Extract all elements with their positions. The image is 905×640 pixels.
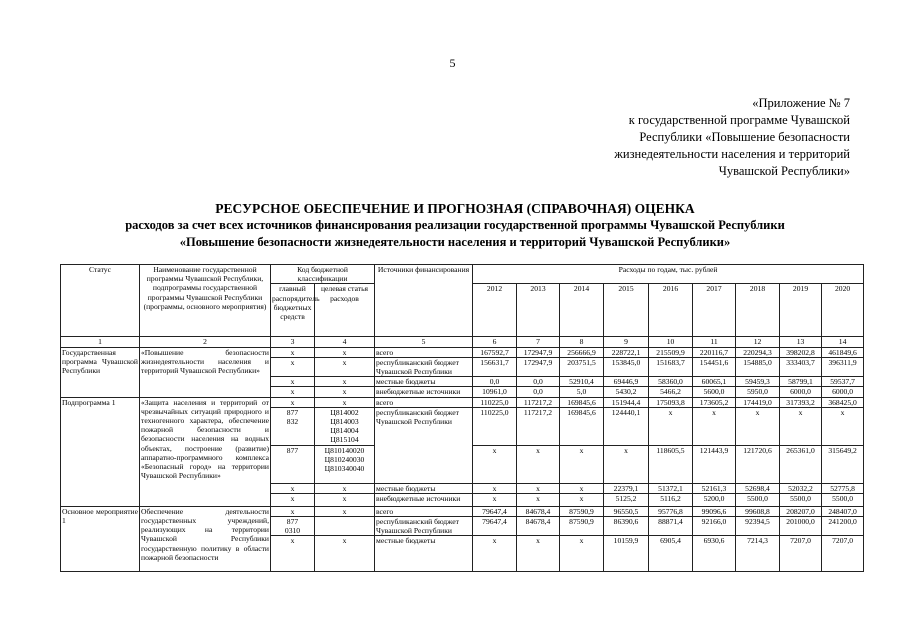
cell-value: 220116,7 — [693, 347, 736, 357]
cell-target — [315, 517, 375, 536]
cell-value: 167592,7 — [473, 347, 517, 357]
program-name-title: «Повышение безопасности жизнедеятельности населения и территорий Чувашской Республики» — [179, 235, 731, 249]
row-name: «Повышение безопасности жизнедеятельности населения и территорий Чувашской Республики» — [140, 347, 271, 397]
cell-value: 333403,7 — [780, 357, 822, 376]
cell-value: x — [560, 493, 604, 506]
cell-grbs: x — [271, 347, 315, 357]
column-number: 2 — [140, 337, 271, 347]
cell-value: 110225,0 — [473, 407, 517, 445]
cell-value: 5430,2 — [604, 387, 649, 397]
header-year: 2014 — [560, 284, 604, 337]
cell-grbs: x — [271, 483, 315, 493]
cell-value: 5500,0 — [780, 493, 822, 506]
cell-grbs: x — [271, 536, 315, 572]
cell-value: 248407,0 — [822, 506, 864, 516]
cell-value: x — [693, 407, 736, 445]
cell-source: всего — [375, 506, 473, 516]
cell-value: x — [473, 536, 517, 572]
cell-target: x — [315, 493, 375, 506]
cell-grbs: x — [271, 357, 315, 376]
cell-value: 0,0 — [517, 387, 560, 397]
cell-value: x — [822, 407, 864, 445]
cell-value: x — [604, 445, 649, 483]
cell-value: 6000,0 — [780, 387, 822, 397]
column-number: 11 — [693, 337, 736, 347]
column-number: 1 — [61, 337, 140, 347]
cell-value: 99608,8 — [736, 506, 780, 516]
column-number-row — [61, 337, 864, 347]
cell-value: x — [560, 445, 604, 483]
cell-value: x — [473, 445, 517, 483]
cell-value: 52032,2 — [780, 483, 822, 493]
cell-value: 92166,0 — [693, 517, 736, 536]
column-number: 6 — [473, 337, 517, 347]
header-target: целевая статья расходов — [315, 284, 375, 337]
cell-value: 6930,6 — [693, 536, 736, 572]
column-number: 3 — [271, 337, 315, 347]
row-status: Подпрограмма 1 — [61, 397, 140, 506]
table-row — [61, 347, 864, 357]
header-expenses: Расходы по годам, тыс. рублей — [473, 265, 864, 284]
cell-value: x — [473, 493, 517, 506]
cell-source: всего — [375, 347, 473, 357]
column-number: 10 — [649, 337, 693, 347]
cell-value: 203751,5 — [560, 357, 604, 376]
cell-value: 79647,4 — [473, 517, 517, 536]
cell-target: x — [315, 397, 375, 407]
cell-value: 121720,6 — [736, 445, 780, 483]
cell-source: республиканский бюджет Чувашской Республики — [375, 407, 473, 483]
cell-value: 5500,0 — [822, 493, 864, 506]
header-row — [61, 265, 864, 284]
header-year: 2017 — [693, 284, 736, 337]
cell-value: 368425,0 — [822, 397, 864, 407]
header-budget-code: Код бюджетной классификации — [271, 265, 375, 284]
header-sources: Источники финансирования — [375, 265, 473, 337]
cell-value: 95776,8 — [649, 506, 693, 516]
cell-value: 0,0 — [517, 377, 560, 387]
column-number: 13 — [780, 337, 822, 347]
cell-value: 58799,1 — [780, 377, 822, 387]
cell-value: 88871,4 — [649, 517, 693, 536]
header-year: 2018 — [736, 284, 780, 337]
row-name: Обеспечение деятельности государственных учреждений, реализующих на территории Чувашской Республики государственную политику в области пожарной безопасности — [140, 506, 271, 572]
document-subtitle: расходов за счет всех источников финансирования реализации государственной программы Чувашской Республики — [125, 218, 785, 232]
column-number: 9 — [604, 337, 649, 347]
cell-value: x — [560, 483, 604, 493]
cell-value: x — [473, 483, 517, 493]
table-body — [61, 265, 864, 572]
cell-grbs: x — [271, 397, 315, 407]
appendix-line: «Приложение № 7 — [752, 96, 850, 110]
cell-source: внебюджетные источники — [375, 493, 473, 506]
row-status: Основное мероприятие 1 — [61, 506, 140, 572]
cell-grbs: x — [271, 506, 315, 516]
appendix-caption — [560, 95, 850, 180]
cell-value: 124440,1 — [604, 407, 649, 445]
cell-value: 52775,8 — [822, 483, 864, 493]
cell-value: 92394,5 — [736, 517, 780, 536]
cell-value: 215509,9 — [649, 347, 693, 357]
cell-grbs: 877 0310 — [271, 517, 315, 536]
appendix-line: Чувашской Республики» — [718, 164, 850, 178]
cell-source: местные бюджеты — [375, 483, 473, 493]
cell-value: 7214,3 — [736, 536, 780, 572]
cell-value: 5,0 — [560, 387, 604, 397]
cell-value: x — [649, 407, 693, 445]
cell-value: 156631,7 — [473, 357, 517, 376]
cell-grbs: x — [271, 387, 315, 397]
cell-value: 51372,1 — [649, 483, 693, 493]
cell-value: 5950,0 — [736, 387, 780, 397]
cell-value: 154885,0 — [736, 357, 780, 376]
cell-value: 153845,0 — [604, 357, 649, 376]
cell-value: x — [517, 493, 560, 506]
column-number: 5 — [375, 337, 473, 347]
cell-value: 84678,4 — [517, 506, 560, 516]
appendix-line: жизнедеятельности населения и территорий — [614, 147, 850, 161]
cell-value: 5466,2 — [649, 387, 693, 397]
cell-target: x — [315, 536, 375, 572]
cell-grbs: x — [271, 493, 315, 506]
cell-value: 151944,4 — [604, 397, 649, 407]
cell-value: 220294,3 — [736, 347, 780, 357]
cell-target: x — [315, 357, 375, 376]
cell-value: 84678,4 — [517, 517, 560, 536]
document-title: РЕСУРСНОЕ ОБЕСПЕЧЕНИЕ И ПРОГНОЗНАЯ (СПРАВОЧНАЯ) ОЦЕНКА — [215, 201, 695, 216]
cell-value: 117217,2 — [517, 407, 560, 445]
cell-source: внебюджетные источники — [375, 387, 473, 397]
cell-target: x — [315, 387, 375, 397]
cell-value: 151683,7 — [649, 357, 693, 376]
cell-value: x — [736, 407, 780, 445]
cell-value: 241200,0 — [822, 517, 864, 536]
cell-value: 173605,2 — [693, 397, 736, 407]
cell-value: 7207,0 — [780, 536, 822, 572]
column-number: 4 — [315, 337, 375, 347]
cell-value: 69446,9 — [604, 377, 649, 387]
header-year: 2012 — [473, 284, 517, 337]
cell-target: Ц814002 Ц814003 Ц814004 Ц815104 — [315, 407, 375, 445]
cell-value: 154451,6 — [693, 357, 736, 376]
cell-value: 110225,0 — [473, 397, 517, 407]
cell-value: x — [517, 536, 560, 572]
header-year: 2013 — [517, 284, 560, 337]
cell-value: 52698,4 — [736, 483, 780, 493]
cell-value: 52910,4 — [560, 377, 604, 387]
cell-value: 201000,0 — [780, 517, 822, 536]
cell-value: 0,0 — [473, 377, 517, 387]
cell-target: x — [315, 506, 375, 516]
row-status: Государственная программа Чувашской Республики — [61, 347, 140, 397]
cell-value: 117217,2 — [517, 397, 560, 407]
cell-target: x — [315, 347, 375, 357]
cell-value: 10159,9 — [604, 536, 649, 572]
cell-value: 22379,1 — [604, 483, 649, 493]
cell-grbs: 877 832 — [271, 407, 315, 445]
column-number: 7 — [517, 337, 560, 347]
cell-value: 169845,6 — [560, 407, 604, 445]
header-year: 2015 — [604, 284, 649, 337]
cell-value: 5200,0 — [693, 493, 736, 506]
header-year: 2020 — [822, 284, 864, 337]
cell-value: 5116,2 — [649, 493, 693, 506]
column-number: 8 — [560, 337, 604, 347]
header-grbs: главный распорядитель бюджетных средств — [271, 284, 315, 337]
header-year: 2019 — [780, 284, 822, 337]
cell-source: республиканский бюджет Чувашской Республики — [375, 517, 473, 536]
cell-value: 99096,6 — [693, 506, 736, 516]
cell-value: 5125,2 — [604, 493, 649, 506]
cell-grbs: 877 — [271, 445, 315, 483]
cell-value: 315649,2 — [822, 445, 864, 483]
cell-value: 396311,9 — [822, 357, 864, 376]
cell-source: местные бюджеты — [375, 536, 473, 572]
cell-value: 5600,0 — [693, 387, 736, 397]
cell-value: 169845,6 — [560, 397, 604, 407]
cell-value: 398202,8 — [780, 347, 822, 357]
cell-target: Ц810140020 Ц810240030 Ц810340040 — [315, 445, 375, 483]
cell-value: 172947,9 — [517, 357, 560, 376]
cell-value: 87590,9 — [560, 517, 604, 536]
cell-target: x — [315, 483, 375, 493]
cell-grbs: x — [271, 377, 315, 387]
cell-value: 118605,5 — [649, 445, 693, 483]
cell-source: республиканский бюджет Чувашской Республики — [375, 357, 473, 376]
cell-value: 87590,9 — [560, 506, 604, 516]
header-year: 2016 — [649, 284, 693, 337]
cell-value: x — [780, 407, 822, 445]
cell-value: 59537,7 — [822, 377, 864, 387]
cell-value: 121443,9 — [693, 445, 736, 483]
appendix-line: к государственной программе Чувашской — [628, 113, 850, 127]
cell-value: 52161,3 — [693, 483, 736, 493]
column-number: 12 — [736, 337, 780, 347]
header-status: Статус — [61, 265, 140, 337]
cell-value: 86390,6 — [604, 517, 649, 536]
cell-value: 317393,2 — [780, 397, 822, 407]
cell-value: 6905,4 — [649, 536, 693, 572]
cell-value: 228722,1 — [604, 347, 649, 357]
page-number: 5 — [449, 56, 456, 70]
resource-table — [60, 264, 864, 572]
cell-value: 7207,0 — [822, 536, 864, 572]
cell-value: 208207,0 — [780, 506, 822, 516]
table-row — [61, 506, 864, 516]
row-name: «Защита населения и территорий от чрезвычайных ситуаций природного и техногенного характера, обеспечение пожарной безопасности и безопасности населения на водных объектах, построение (развитие) аппаратно-программного комплекса «Безопасный город» на территории Чувашской Республики» — [140, 397, 271, 506]
cell-value: 6000,0 — [822, 387, 864, 397]
cell-value: 265361,0 — [780, 445, 822, 483]
cell-value: 256666,9 — [560, 347, 604, 357]
cell-value: 5500,0 — [736, 493, 780, 506]
cell-value: 96550,5 — [604, 506, 649, 516]
cell-value: 60065,1 — [693, 377, 736, 387]
cell-value: 172947,9 — [517, 347, 560, 357]
cell-source: всего — [375, 397, 473, 407]
cell-source: местные бюджеты — [375, 377, 473, 387]
cell-value: 461849,6 — [822, 347, 864, 357]
appendix-line: Республики «Повышение безопасности — [639, 130, 850, 144]
column-number: 14 — [822, 337, 864, 347]
cell-value: 79647,4 — [473, 506, 517, 516]
table-row — [61, 397, 864, 407]
cell-target: x — [315, 377, 375, 387]
cell-value: x — [560, 536, 604, 572]
cell-value: 59459,3 — [736, 377, 780, 387]
header-name: Наименование государственной программы Чувашской Республики, подпрограммы государственной программы Чувашской Республики (программы, основного мероприятия) — [140, 265, 271, 337]
cell-value: x — [517, 445, 560, 483]
cell-value: 174419,0 — [736, 397, 780, 407]
cell-value: 58360,0 — [649, 377, 693, 387]
cell-value: 175093,8 — [649, 397, 693, 407]
cell-value: x — [517, 483, 560, 493]
cell-value: 10961,0 — [473, 387, 517, 397]
